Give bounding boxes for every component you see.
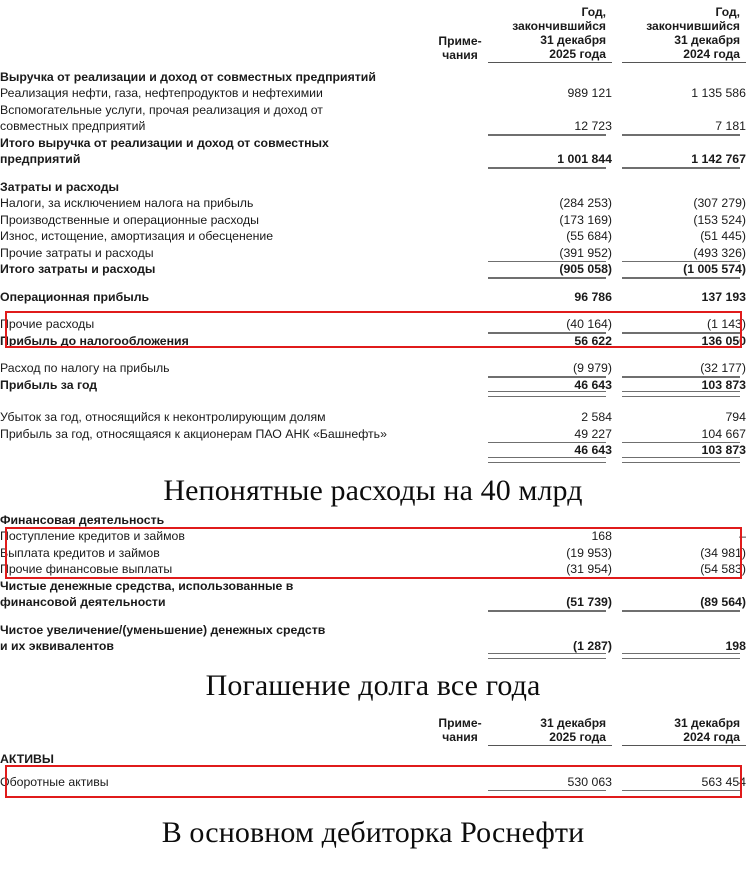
notes-column-header-bs: Приме- чания	[438, 716, 482, 745]
row-net-change: Чистое увеличение/(уменьшение) денежных средств	[0, 622, 326, 637]
income-statement-header-row	[0, 4, 746, 63]
row-other-expenses: Прочие расходы (40 164) (1 143)	[0, 317, 746, 332]
row-attribution-total: 46 643 103 873	[0, 442, 746, 459]
header-gap	[612, 4, 622, 63]
section-title-revenue: Выручка от реализации и доход от совместных предприятий	[0, 69, 376, 84]
row-operating-profit: Операционная прибыль 96 786 137 193	[0, 289, 746, 304]
balance-sheet-block	[0, 715, 746, 791]
table-row: Вспомогательные услуги, прочая реализация и доход от	[0, 102, 323, 117]
row-current-assets: Оборотные активы 530 063 563 454	[0, 774, 746, 789]
table-row: Выплата кредитов и займов (19 953) (34 981)	[0, 545, 746, 560]
section-title-assets: АКТИВЫ	[0, 752, 54, 767]
balance-sheet-header-row	[0, 715, 746, 746]
date-header-2024: 31 декабря 2024 года	[622, 715, 746, 746]
row-profit-before-tax: Прибыль до налогообложения 56 622 136 050	[0, 333, 746, 348]
notes-column-header: Приме- чания	[438, 33, 482, 62]
spacer	[0, 611, 746, 622]
cash-flow-block	[0, 512, 746, 655]
table-row: Налоги, за исключением налога на прибыль (284 253) (307 279)	[0, 196, 746, 211]
income-statement-table	[0, 4, 746, 459]
header-spacer	[0, 715, 432, 746]
section-title-costs: Затраты и расходы	[0, 179, 120, 194]
cash-flow-table	[0, 512, 746, 655]
period-header-2025: Год, закончившийся 31 декабря 2025 года	[488, 4, 612, 63]
table-row: Прочие финансовые выплаты (31 954) (54 583)	[0, 562, 746, 577]
spacer	[0, 168, 746, 179]
section-title-financing: Финансовая деятельность	[0, 512, 165, 527]
table-row: Прочие затраты и расходы (391 952) (493 326)	[0, 245, 746, 260]
annotation-debt-repayment: Погашение долга все года	[205, 668, 541, 702]
annotation-receivables: В основном дебиторка Роснефти	[161, 816, 585, 850]
period-header-2024: Год, закончившийся 31 декабря 2024 года	[622, 4, 746, 63]
table-row-total-continued: предприятий 1 001 844 1 142 767	[0, 152, 746, 167]
date-header-2025: 31 декабря 2025 года	[488, 715, 612, 746]
row-parent-profit: Прибыль за год, относящаяся к акционерам ПАО АНК «Башнефть» 49 227 104 667	[0, 426, 746, 441]
table-row: Реализация нефти, газа, нефтепродуктов и нефтехимии 989 121 1 135 586	[0, 86, 746, 101]
spacer	[0, 278, 746, 289]
row-net-financing: Чистые денежные средства, использованные в	[0, 578, 294, 593]
row-profit-for-year: Прибыль за год 46 643 103 873	[0, 377, 746, 392]
table-row: Поступление кредитов и займов 168 –	[0, 529, 746, 544]
table-row: Производственные и операционные расходы (173 169) (153 524)	[0, 212, 746, 227]
header-spacer	[0, 4, 432, 63]
table-row-continued: совместных предприятий 12 723 7 181	[0, 119, 746, 134]
table-row-total: Итого затраты и расходы (905 058) (1 005 574)	[0, 262, 746, 277]
row-net-financing-continued: финансовой деятельности (51 739) (89 564)	[0, 595, 746, 610]
row-income-tax: Расход по налогу на прибыль (9 979) (32 177)	[0, 361, 746, 376]
balance-sheet-table	[0, 715, 746, 791]
table-row: Износ, истощение, амортизация и обесценение (55 684) (51 445)	[0, 229, 746, 244]
annotation-other-expenses: Непонятные расходы на 40 млрд	[163, 473, 583, 507]
row-nci-loss: Убыток за год, относящийся к неконтролирующим долям 2 584 794	[0, 410, 746, 425]
spacer	[0, 349, 746, 360]
table-row-total: Итого выручка от реализации и доход от совместных	[0, 135, 329, 150]
row-net-change-continued: и их эквивалентов (1 287) 198	[0, 639, 746, 654]
spacer	[0, 305, 746, 316]
